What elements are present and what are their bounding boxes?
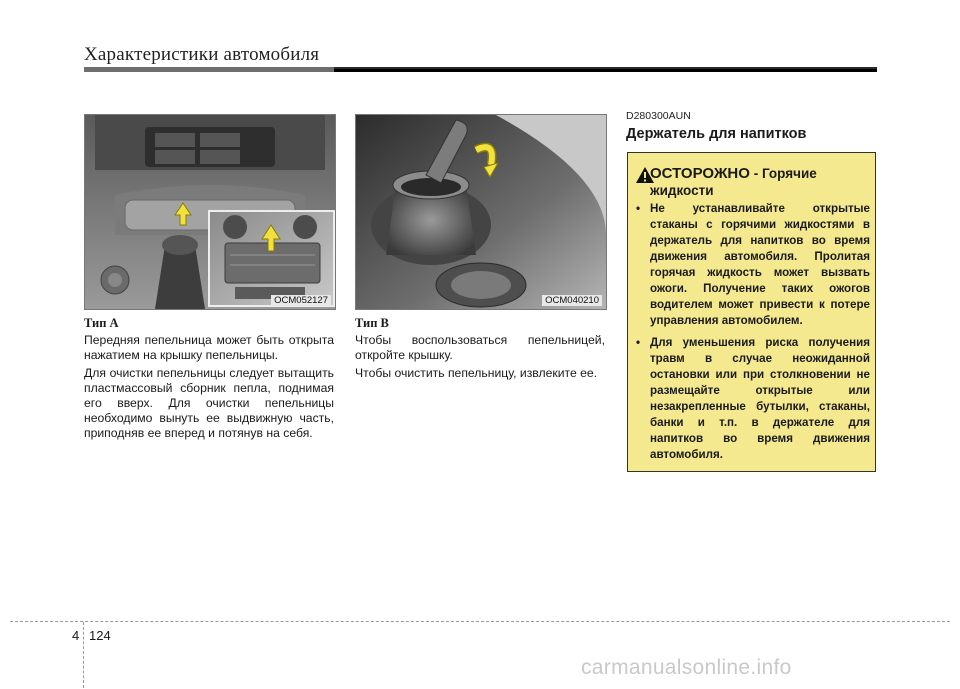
section-code: D280300AUN bbox=[626, 110, 691, 122]
paragraph: Передняя пепельница может быть открыта нажатием на крышку пепельницы. bbox=[84, 333, 334, 362]
warning-title-dash: - bbox=[753, 166, 759, 181]
bullet: • bbox=[636, 336, 641, 349]
ashtray-type-b-photo bbox=[356, 115, 606, 309]
paragraph: Чтобы очистить пепельницу, извлеките ее. bbox=[355, 366, 598, 380]
type-a-description bbox=[84, 333, 334, 444]
list-item bbox=[636, 335, 870, 463]
page-number: 124 bbox=[89, 628, 111, 643]
warning-item-text: Не устанавливайте открытые стаканы с горячими жидкостями в держатель для напитков во время движения автомобиля. Пролитая горячая жидкость может вызвать ожоги. Получение таких ожогов водителем может привести к потере управления автомобилем. bbox=[650, 202, 870, 327]
warning-title-sub: Горячие жидкости bbox=[650, 166, 817, 198]
bullet: • bbox=[636, 202, 641, 215]
figure-ashtray-type-a bbox=[84, 114, 336, 310]
footer-vertical-divider bbox=[83, 622, 84, 688]
figure-ashtray-type-b bbox=[355, 114, 607, 310]
page-header-title: Характеристики автомобиля bbox=[84, 44, 320, 65]
warning-box bbox=[627, 152, 876, 472]
warning-list bbox=[636, 201, 870, 469]
watermark: carmanualsonline.info bbox=[581, 656, 792, 679]
list-item bbox=[636, 201, 870, 329]
type-b-description bbox=[355, 333, 605, 384]
warning-title bbox=[650, 165, 872, 199]
type-b-heading: Тип B bbox=[355, 316, 389, 330]
header-rule bbox=[84, 67, 877, 72]
figure-code: OCM052127 bbox=[271, 295, 331, 306]
figure-code: OCM040210 bbox=[542, 295, 602, 306]
warning-title-main: ОСТОРОЖНО bbox=[650, 165, 750, 182]
type-a-heading: Тип A bbox=[84, 316, 119, 330]
ashtray-type-a-photo bbox=[85, 115, 335, 309]
section-title: Держатель для напитков bbox=[626, 126, 807, 142]
paragraph: Чтобы воспользоваться пепельницей, откройте крышку. bbox=[355, 333, 605, 362]
footer-divider bbox=[10, 621, 950, 622]
paragraph: Для очистки пепельницы следует вытащить пластмассовый сборник пепла, поднимая его вверх. Для очистки пепельницы необходимо вынуть ее выдвижную часть, приподняв ее вперед и потянув на себя. bbox=[84, 366, 334, 440]
chapter-number: 4 bbox=[72, 628, 80, 643]
warning-item-text: Для уменьшения риска получения травм в случае неожиданной остановки или при столкновении не размещайте открытые или незакрепленные бутылки, стаканы, банки и т.п. в держателе для напитков во время движения автомобиля. bbox=[650, 336, 870, 461]
